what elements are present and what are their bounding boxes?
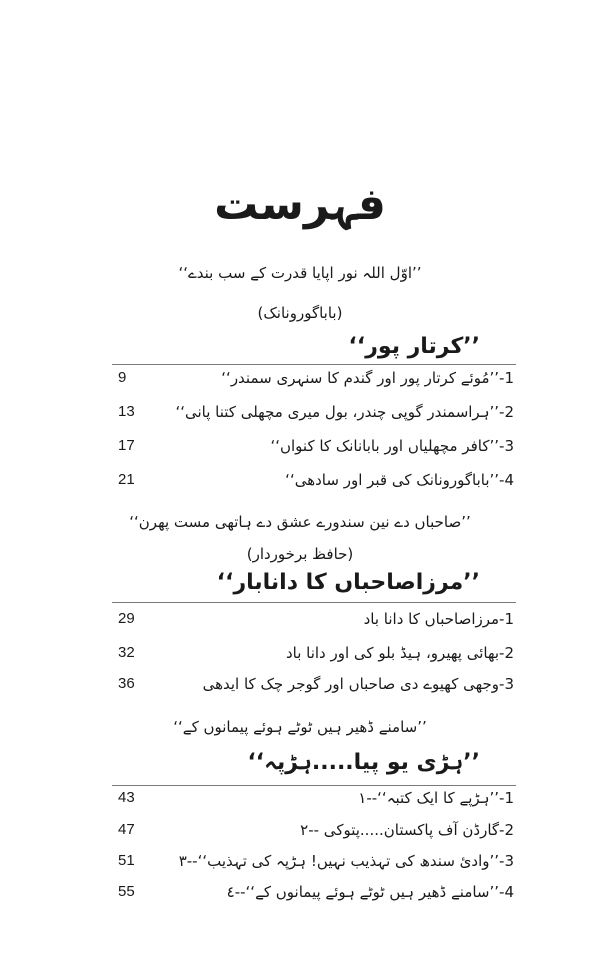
epigraph-2-source: (حافظ برخوردار)	[246, 545, 354, 563]
section-1-heading: ’’کرتار پور‘‘	[348, 334, 480, 359]
epigraph-1-source: (باباگورونانک)	[257, 304, 343, 322]
toc-entry-page: 43	[118, 789, 135, 806]
toc-entry-page: 55	[118, 883, 135, 900]
toc-entry-label: 3-’’کافر مچھلیاں اور بابانانک کا کنواں‘‘	[270, 437, 514, 455]
toc-entry[interactable]	[0, 877, 600, 907]
toc-entry-label: 3-وجھی کھیوے دی صاحباں اور گوجر چک کا ایدھی	[202, 675, 514, 693]
toc-entry-page: 21	[118, 471, 135, 488]
toc-entry-page: 36	[118, 675, 135, 692]
section-3-heading: ’’ہڑی یو پیا.....ہڑپہ‘‘	[247, 750, 480, 775]
toc-entry[interactable]	[0, 465, 600, 495]
toc-entry-page: 47	[118, 821, 135, 838]
toc-entry-page: 51	[118, 852, 135, 869]
section-2-rule	[112, 602, 516, 603]
toc-entry-page: 32	[118, 644, 135, 661]
toc-entry-label: 3-’’وادیٔ سندھ کی تہذیب نہیں! ہڑپہ کی تہذیب‘‘--٣	[178, 852, 514, 870]
epigraph-2: ’’صاحباں دے نین سندورے عشق دے ہاتھی مست پھرن‘‘	[129, 513, 471, 531]
page-title: فہرست	[214, 179, 386, 230]
toc-entry-label: 2-بھائی پھیرو، ہیڈ بلو کی اور دانا باد	[285, 644, 514, 662]
toc-entry[interactable]	[0, 363, 600, 393]
toc-entry-page: 29	[118, 610, 135, 627]
toc-entry[interactable]	[0, 638, 600, 668]
toc-entry-label: 2-’’ہراسمندر گوپی چندر، بول میری مچھلی کتنا پانی‘‘	[175, 403, 514, 421]
toc-entry[interactable]	[0, 783, 600, 813]
toc-entry[interactable]	[0, 431, 600, 461]
toc-entry-label: 1-’’ہڑپے کا ایک کتبہ‘‘--١	[358, 789, 514, 807]
toc-entry-label: 4-’’باباگورونانک کی قبر اور سادھی‘‘	[285, 471, 514, 489]
toc-entry[interactable]	[0, 604, 600, 634]
toc-entry[interactable]	[0, 669, 600, 699]
section-2-heading: ’’مرزاصاحباں کا دانابار‘‘	[216, 570, 480, 595]
toc-entry-label: 1-مرزاصاحباں کا دانا باد	[363, 610, 514, 628]
toc-entry-label: 1-’’مُوئے کرتار پور اور گندم کا سنہری سمندر‘‘	[221, 369, 514, 387]
toc-entry[interactable]	[0, 815, 600, 845]
toc-entry-page: 17	[118, 437, 135, 454]
toc-entry-page: 9	[118, 369, 127, 386]
toc-entry[interactable]	[0, 397, 600, 427]
epigraph-1: ’’اوّل اللہ نور اپایا قدرت کے سب بندے‘‘	[178, 264, 422, 282]
toc-entry-label: 4-’’سامنے ڈھیر ہیں ٹوٹے ہوئے پیمانوں کے‘‘--٤	[226, 883, 514, 901]
toc-entry[interactable]	[0, 846, 600, 876]
epigraph-3: ’’سامنے ڈھیر ہیں ٹوٹے ہوئے پیمانوں کے‘‘	[173, 718, 427, 736]
toc-entry-page: 13	[118, 403, 135, 420]
toc-entry-label: 2-گارڈن آف پاکستان.....پتوکی --٢	[300, 821, 514, 839]
